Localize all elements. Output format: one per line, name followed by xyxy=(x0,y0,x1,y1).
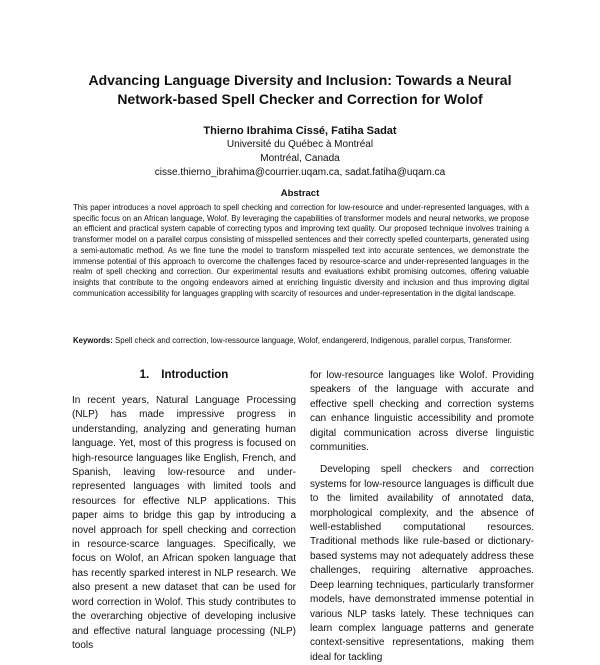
abstract-heading: Abstract xyxy=(280,188,320,199)
intro-paragraph-1-continued: for low-resource languages like Wolof. Providing speakers of the language with accurate and effective spell checking and correction systems can enhance linguistic accessibility and promote digital communication across diverse linguistic communities. xyxy=(310,370,534,454)
affiliation: Université du Québec à Montréal xyxy=(226,139,374,150)
abstract-text: This paper introduces a novel approach to spell checking and correction for low-resource and under-represented languages, with a specific focus on an African language, Wolof. By leveraging the capabilities of transformer models and neural networks, we propose an efficient and practical system capable of correcting typos and improving text quality. Our proposed technique involves training a transformer model on a parallel corpus consisting of misspelled sentences and their correctly spelled counterparts, generated using a semi-automatic method. As we fine tune the model to transform misspelled text into accurate sentences, we demonstrate the immense potential of this approach to overcome the challenges faced by resource-scarce and under-represented languages in the realm of spell checking and correction. Our experimental results and evaluations exhibit promising outcomes, offering valuable insights that contribute to the ongoing endeavors aimed at enriching linguistic diversity and inclusion and thus improving digital communication accessibility for languages grappling with scarcity of resources and under-representation in the digital landscape. xyxy=(73,203,529,298)
left-column xyxy=(72,368,296,653)
author-block xyxy=(40,124,560,180)
intro-paragraph-1: In recent years, Natural Language Processing (NLP) has made impressive progress in understanding, analyzing and generating human language. Yet, most of this progress is focused on high-resource languages like English, French, and Spanish, leaving low-resource and under-represented languages with limited tools and resources for effective NLP applications. This paper aims to bridge this gap by introducing a novel approach for spell checking and correction in resource-scarce languages. Specifically, we focus on Wolof, an African spoken language that has recently sparked interest in NLP research. We also present a new dataset that can be used for word correction in Wolof. This study contributes to the overarching objective of developing inclusive and effective natural language processing (NLP) tools xyxy=(72,395,296,651)
location: Montréal, Canada xyxy=(260,153,340,164)
title-line-1: Advancing Language Diversity and Inclusion: Towards a Neural xyxy=(88,72,512,88)
paper-title xyxy=(40,71,560,109)
intro-paragraph-2: Developing spell checkers and correction systems for low-resource languages is difficult due to the limited availability of annotated data, morphological complexity, and the absence of well-established computational resources. Traditional methods like rule-based or dictionary-based systems may not adequately address these challenges, requiring alternative approaches. Deep learning techniques, particularly transformer models, have demonstrated immense potential in various NLP tasks lately. These techniques can learn complex language patterns and generate context-sensitive representations, making them ideal for tackling xyxy=(310,464,534,663)
title-line-2: Network-based Spell Checker and Correction for Wolof xyxy=(117,91,483,107)
keywords-text: Spell check and correction, low-ressource language, Wolof, endangererd, Indigenous, parallel corpus, Transformer. xyxy=(115,336,512,345)
author-emails: cisse.thierno_ibrahima@courrier.uqam.ca, sadat.fatiha@uqam.ca xyxy=(154,167,446,178)
keywords xyxy=(73,336,529,347)
keywords-label: Keywords: xyxy=(73,336,113,345)
author-names: Thierno Ibrahima Cissé, Fatiha Sadat xyxy=(203,125,397,137)
section-title: Introduction xyxy=(161,369,229,381)
section-heading-introduction xyxy=(72,368,296,382)
right-column xyxy=(310,369,534,665)
section-number: 1. xyxy=(139,369,150,381)
